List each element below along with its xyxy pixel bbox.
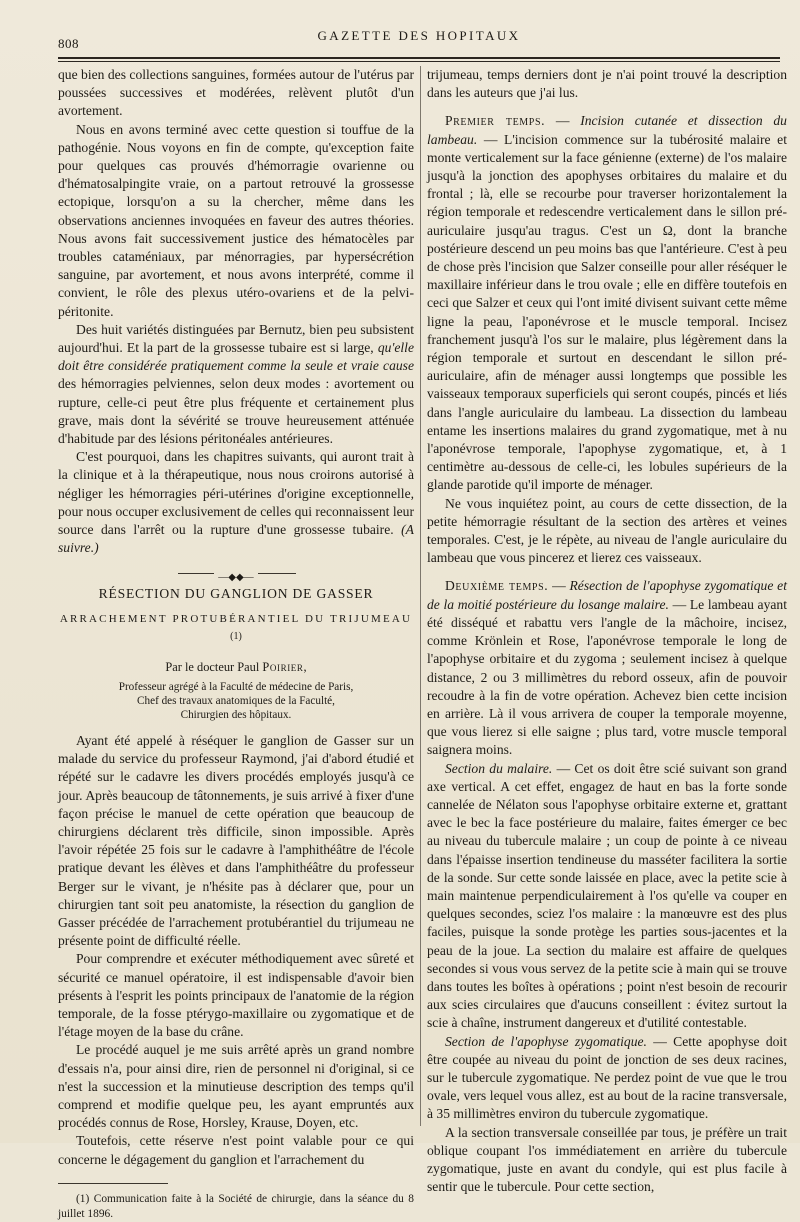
emphasis-text: qu'elle doit être considérée pratiquement comme la seule et vraie cause [58,340,414,374]
paragraph: Ayant été appelé à réséquer le ganglion de Gasser sur un malade du service du professeur Raymond, j'ai d'abord étudié et répété sur le cadavre les divers procédés employés jusqu'à ce jour. Après beaucoup de tâtonnements, je suis arrivé à fixer d'une façon précise le manuel de cette opération que beaucoup de chirurgiens déclarent très difficile, sinon impossible. Après l'avoir répétée 25 fois sur le cadavre à l'amphithéâtre de l'école pratique devant les élèves et dans l'amphithéâtre du professeur Berger sur le vivant, je n'hésite pas à déclarer que, pour un chirurgien tant soit peu anatomiste, la résection du ganglion de Gasser précédée de l'arrachement protubérantiel du trijumeau ne présente point de difficulté réelle. [58,732,414,949]
section-heading: Incision cutanée et dissection du lambeau. [427,113,787,147]
footnote-ref: (1) [230,630,242,642]
byline-prefix: Par le docteur Paul [165,659,263,674]
paragraph: Le procédé auquel je me suis arrêté après un grand nombre d'essais n'a, pour ainsi dire, rien de personnel ni d'original, si ce n'est la succession et la minutieuse description des temps qu'il comprend et modifie quelque peu, les ayant empruntés aux procédés connus de Rose, Horsley, Krause, Doyen, etc. [58,1042,414,1131]
paragraph: Toutefois, cette réserve n'est point valable pour ce qui concerne le dégagement du ganglion et l'arrachement du [58,1133,414,1167]
ornament-mark: —◆◆— [214,572,257,584]
text-run: — Cet os doit être scié suivant son grand axe vertical. A cet effet, engagez de haut en bas la forte sonde cannelée de Nélaton sous l'apophyse orbitaire externe et, grattant avec le bec la face postérieure du malaire, faites émerger ce bec au niveau du tubercule malaire ; un coup de pointe à ce niveau dans l'épaisse insertion tendineuse du masséter facilitera la sortie de la sonde. Sur cette sonde laissée en place, avec la petite scie à main maintenue perpendiculairement à l'os qu'elle va couper en quelques secondes, sciez l'os malaire : la manœuvre est des plus faciles, puisque la sonde protège les parties sous-jacentes et la peau de la joue. La section du malaire est affaire de quelques secondes si vous vous servez de la petite scie à main qui se trouve dans toutes les boîtes à opérations ; point n'est besoin de recourir aux scies circulaires que d'aucuns conseillent : évitez surtout la scie à chaîne, instrument dangereux et d'utilité contestable. [427,760,787,1031]
byline [58,658,414,676]
text-run: C'est pourquoi, dans les chapitres suivants, qui auront trait à la clinique et à la thérapeutique, nous nous croirons autorisé à négliger les hémorragies péri-utérines d'origine exceptionnelle, pour nous occuper exclusivement de celles qui reconnaissent leur source dans l'arrêt ou la rupture d'une grossesse tubaire. [58,449,414,538]
paragraph: Nous en avons terminé avec cette question si touffue de la pathogénie. Nous voyons en fin de compte, qu'exception faite pour quelques cas prouvés d'hémorragie ovarienne ou d'hématosalpingite vraie, on a partout retrouvé la grossesse ectopique, lorsqu'on a su la chercher, même dans les observations anciennes invoquées en faveur des autres théories. Nous avons fait successivement justice des hématocèles par troubles cataméniaux, par ménorragies, par hypersécrétion sanguine, par avortement, et nous avons interprété, comme il convient, le rôle des plexus utéro-ovariens et de la pelvi-péritonite. [58,121,414,319]
paragraph [427,760,787,1033]
text-run: — Le lambeau ayant été disséqué et rabattu vers l'angle de la mâchoire, incisez, comme Krönlein et Rose, l'aponévrose temporale le long de l'apophyse orbitaire et du zygoma ; seulement incisez à quelque distance, 2 ou 3 millimètres du rebord osseux, afin de pouvoir recoudre à la fin de votre opération. Achevez bien cette incision en arrière. Là il vous arrivera de couper la temporale moyenne, que vous lierez si elle saigne ; plus tard, votre muscle temporal saignera moins. [427,596,787,758]
author-name: Poirier [262,659,304,674]
section-label: Deuxième temps. [445,578,549,594]
text-run: Des huit variétés distinguées par Bernutz, bien peu subsistent aujourd'hui. Et la part de la grossesse tubaire est si large, [58,321,414,356]
text-run: des hémorragies pelviennes, selon deux modes : avortement ou rupture, celle-ci peut être plus fréquente et certainement plus grave, mais dont la sévérité se trouve heureusement atténuée d'habitude par des lésions péritonéales antérieures. [58,376,414,447]
footnote-rule [58,1183,168,1184]
paragraph: A la section transversale conseillée par tous, je préfère un trait oblique coupant l'os immédiatement en arrière du tubercule zygomatique, juste en avant du condyle, qui est plus facile à sentir que le tubercule. Pour cette section, [427,1124,787,1195]
subsection-heading: Section de l'apophyse zygomatique. [445,1033,647,1049]
paragraph: Pour comprendre et exécuter méthodiquement avec sûreté et sécurité ce manuel opératoire, il est indispensable d'avoir bien présents à l'esprit les points principaux de l'anatomie de la région temporale, de la fosse ptérygo-maxillaire ou zygomatique et de l'étage moyen de la base du crâne. [58,951,414,1040]
section-heading: Résection de l'apophyse zygomatique et de la moitié postérieure du losange malaire. [427,578,787,612]
to-be-continued: (A suivre.) [58,522,414,556]
page-header [58,26,780,56]
paragraph: Ne vous inquiétez point, au cours de cette dissection, de la petite hémorragie résultant de la section des artères et veines temporales. C'est, je le répète, au niveau de l'angle auriculaire du lambeau que vous pincerez et lierez ces vaisseaux. [427,495,787,566]
dash: — [548,578,570,594]
page-number: 808 [58,36,79,51]
paragraph [58,321,414,448]
right-column [427,66,787,1196]
subsection-heading: Section du malaire. [445,760,553,776]
left-column [58,66,414,1222]
affiliation-line: Chef des travaux anatomiques de la Faculté, [137,694,335,707]
subtitle-text: ARRACHEMENT PROTUBÉRANTIEL DU TRIJUMEAU [59,612,413,625]
affiliation-line: Chirurgien des hôpitaux. [180,708,292,721]
text-run: — Cette apophyse doit être coupée au niveau du point de jonction de ses deux racines, sur le tubercule zygomatique. Ne perdez point de vue que le trou ovale, vers lequel vous allez, est au bout de la racine transversale, à 35 millimètres environ du tubercule zygomatique. [427,1033,787,1122]
paragraph: que bien des collections sanguines, formées autour de l'utérus par poussées successives et modérées, relèvent plutôt d'un avortement. [58,67,414,119]
text-run: — L'incision commence sur la tubérosité malaire et monte verticalement sur la face génienne (externe) de l'os malaire jusqu'à la jonction des apophyses orbitaires du malaire et du frontal ; là, elle se recourbe pour traverser horizontalement la région temporale et redescendre verticalement dans le sillon pré-auriculaire jusqu'au tragus. C'est un Ω, dont la branche postérieure descend un peu moins bas que l'antérieure. C'est à peu de chose près l'incision que Salzer conseille pour aller réséquer le maxillaire inférieur dans le trou ovale ; elle en diffère toutefois en ceci que Salzer et ceux qui l'ont imité divisent suivant cette même ligne la peau, l'aponévrose et le muscle temporal. Incisez franchement jusqu'à l'os sur le malaire, plus légèrement dans la région temporale et surtout en descendant le sillon pré-auriculaire, afin de ménager aussi longtemps que possible les vaisseaux temporaux superficiels qui seront coupés, pincés et liés dans l'angle auriculaire du lambeau. La dissection du lambeau entame les insertions malaires du grand zygomatique, met à nu l'aponévrose temporale, l'apophyse zygomatique, et, à 1 centimètre au-dessous de celle-ci, les lobules supérieurs de la glande parotide qu'il importe de ménager. [427,131,787,493]
header-rule-thin [58,61,780,62]
footnote: (1) Communication faite à la Société de chirurgie, dans la séance du 8 juillet 1896. [58,1192,414,1220]
article-title: RÉSECTION DU GANGLION DE GASSER [98,586,374,602]
section-label: Premier temps. [445,113,546,129]
column-divider [420,66,421,1126]
paragraph [427,577,787,759]
paragraph [427,112,787,494]
paragraph: trijumeau, temps derniers dont je n'ai point trouvé la description dans les auteurs que j'ai lus. [427,67,787,101]
affiliation-line: Professeur agrégé à la Faculté de médecine de Paris, [118,680,354,693]
running-title: GAZETTE DES HOPITAUX [317,28,521,43]
paragraph [427,1033,787,1124]
article-subtitle [58,610,414,650]
header-rule-thick [58,57,780,59]
author-affiliation [58,680,414,722]
dash: — [545,113,581,129]
byline-suffix: , [303,659,307,674]
section-ornament [58,567,414,584]
paragraph [58,448,414,557]
